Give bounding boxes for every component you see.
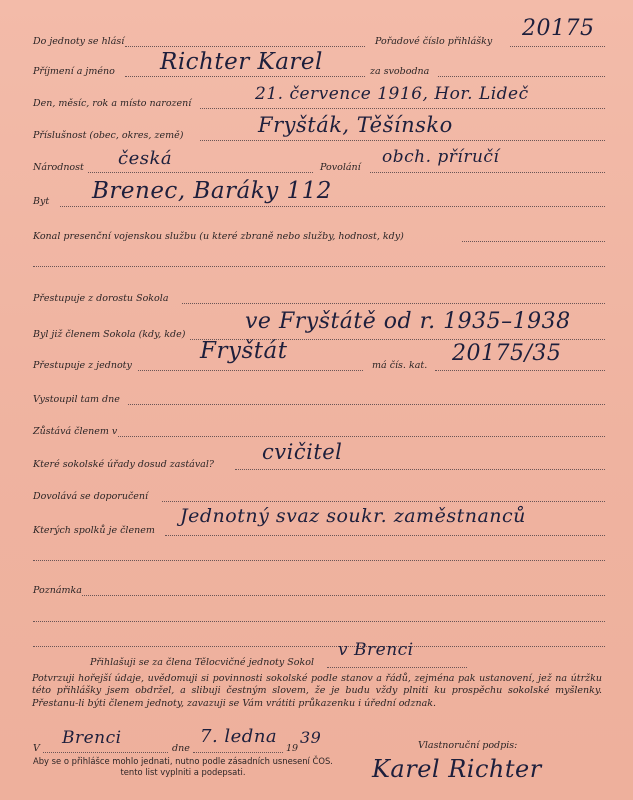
jednoty-line (138, 370, 363, 371)
poznamka-label: Poznámka (33, 585, 82, 596)
signature-value: Karel Richter (372, 755, 542, 783)
spolky-line-2 (33, 560, 605, 561)
svobodna-label: za svobodna (370, 66, 430, 77)
prislusnost-label: Příslušnost (obec, okres, země) (33, 130, 184, 141)
prijmeni-line (125, 76, 365, 77)
footer-note: Aby se o přihlášce mohlo jednati, nutno podle zásadních usnesení ČOS. tento list vyplniti a podepsati. (33, 756, 333, 777)
place-value: Brenci (62, 728, 122, 748)
poradove-line (510, 46, 605, 47)
poznamka-line-2 (33, 621, 605, 622)
prihlasuji-label: Přihlašuji se za člena Tělocvičné jednoty Sokol (90, 657, 314, 668)
prijmeni-value: Richter Karel (160, 49, 323, 75)
jednoty-value: Fryštát (200, 338, 288, 364)
year-prefix: 19 (286, 743, 299, 754)
spolky-label: Kterých spolků je členem (33, 525, 155, 536)
jednota-line (125, 46, 365, 47)
jednota-label: Do jednoty se hlásí (33, 36, 125, 47)
vystoupil-line (128, 404, 605, 405)
cis-kat-label: má čís. kat. (372, 360, 428, 371)
jednoty-label: Přestupuje z jednoty (33, 360, 132, 371)
clenem-label: Byl již členem Sokola (kdy, kde) (33, 329, 186, 340)
dne-label: dne (172, 743, 190, 754)
prislusnost-value: Fryšták, Těšínsko (258, 113, 453, 137)
poznamka-line-3 (33, 646, 605, 647)
povolani-value: obch. příručí (382, 147, 500, 167)
narodnost-line (88, 172, 313, 173)
prihlasuji-value: v Brenci (338, 640, 414, 660)
povolani-line (370, 172, 605, 173)
clenem-value: ve Fryštátě od r. 1935–1938 (245, 309, 571, 334)
narozeni-line (200, 108, 605, 109)
poradove-value: 20175 (522, 16, 595, 41)
narodnost-value: česká (118, 148, 173, 169)
narozeni-value: 21. července 1916, Hor. Lideč (255, 84, 529, 104)
doporuceni-line (162, 501, 605, 502)
date-line (193, 752, 283, 753)
zustava-label: Zůstává členem v (33, 426, 118, 437)
date-value: 7. ledna (200, 726, 278, 747)
place-line (43, 752, 168, 753)
spolky-line (165, 535, 605, 536)
doporuceni-label: Dovolává se doporučení (33, 491, 149, 502)
dorost-label: Přestupuje z dorostu Sokola (33, 293, 169, 304)
narozeni-label: Den, měsíc, rok a místo narození (33, 98, 192, 109)
prijmeni-label: Příjmení a jméno (33, 66, 115, 77)
sluzba-line-1 (462, 241, 605, 242)
cis-kat-line (435, 370, 605, 371)
urady-line (235, 469, 605, 470)
svobodna-line (438, 76, 605, 77)
urady-value: cvičitel (262, 440, 343, 464)
vystoupil-label: Vystoupil tam dne (33, 394, 120, 405)
narodnost-label: Národnost (33, 162, 84, 173)
prislusnost-line (200, 140, 605, 141)
byt-value: Brenec, Baráky 112 (92, 178, 332, 204)
dorost-line (182, 303, 605, 304)
cis-kat-value: 20175/35 (452, 341, 562, 366)
povolani-label: Povolání (320, 162, 361, 173)
podpis-label: Vlastnoruční podpis: (418, 740, 518, 751)
v-label: V (33, 743, 40, 754)
prihlasuji-line (327, 667, 467, 668)
sluzba-line-2 (33, 266, 605, 267)
poznamka-line (82, 595, 605, 596)
zustava-line (118, 436, 605, 437)
sluzba-label: Konal presenční vojenskou službu (u které zbraně nebo služby, hodnost, kdy) (33, 231, 404, 242)
byt-label: Byt (33, 196, 50, 207)
urady-label: Které sokolské úřady dosud zastával? (33, 459, 214, 470)
byt-line (60, 206, 605, 207)
poradove-label: Pořadové číslo přihlášky (375, 36, 493, 47)
spolky-value: Jednotný svaz soukr. zaměstnanců (180, 505, 526, 527)
year-value: 39 (300, 728, 322, 747)
declaration-text: Potvrzuji hořejší údaje, uvědomuji si povinnosti sokolské podle stanov a řádů, zejména pak ustanovení, jež na útržku této přihlášky jsem obdržel, a slibuji čestným slovem, že je budu vždy plniti ku prospěchu sokolské myšlenky. Přestanu-li býti členem jednoty, zavazuji se Vám vrátiti průkazenku i úřední odznak. (32, 673, 602, 709)
